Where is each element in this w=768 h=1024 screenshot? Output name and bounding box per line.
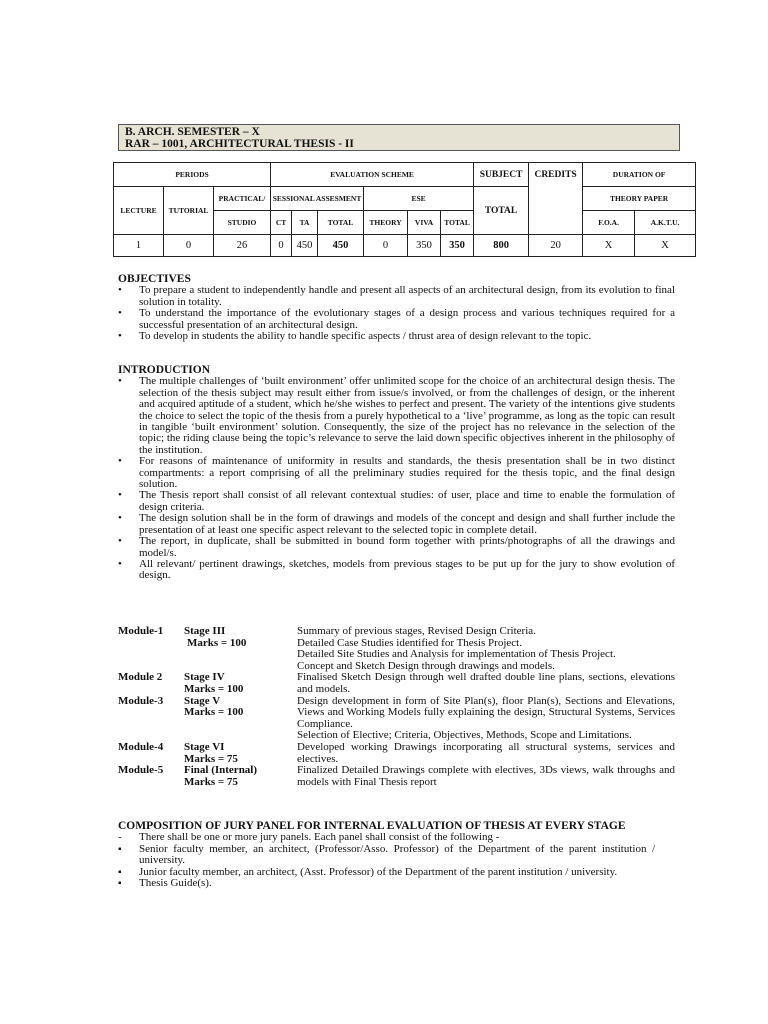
foa-value: X: [583, 235, 635, 257]
module-name: Module-1: [118, 625, 164, 637]
tutorial-header: TUTORIAL: [164, 187, 214, 235]
practical-header: PRACTICAL/: [214, 187, 271, 211]
sessional-header: SESSIONAL ASSESMENT: [271, 187, 364, 211]
jury-item: ▪ Thesis Guide(s).: [118, 878, 655, 889]
module-line: Summary of previous stages, Revised Design Criteria.: [297, 625, 536, 637]
modules-list: [118, 626, 675, 788]
module-description: [297, 742, 675, 765]
ct-value: 0: [271, 235, 292, 257]
module-row: [118, 626, 675, 672]
course-title: RAR – 1001, ARCHITECTURAL THESIS - II: [125, 138, 354, 150]
jury-section: [118, 821, 655, 889]
lecture-header: LECTURE: [114, 187, 164, 235]
jury-item: - There shall be one or more jury panels. Each panel shall consist of the following -: [118, 832, 655, 843]
module-row: [118, 696, 675, 742]
module-stage: [184, 765, 297, 788]
credits-header: CREDITS: [529, 163, 583, 235]
credits-value: 20: [529, 235, 583, 257]
objective-item: • To understand the importance of the evolutionary stages of a design process and various techniques required for a successful presentation of an architectural design.: [118, 308, 675, 331]
module-stage: [184, 742, 297, 765]
aktu-header: A.K.T.U.: [635, 211, 696, 235]
ese-total-header: TOTAL: [441, 211, 474, 235]
objectives-title: OBJECTIVES: [118, 273, 191, 285]
viva-value: 350: [408, 235, 441, 257]
semester-title: B. ARCH. SEMESTER – X: [125, 126, 260, 138]
stage-label: Stage VI: [184, 740, 225, 753]
duration-header-line2: THEORY PAPER: [583, 187, 696, 211]
module-line: Detailed Case Studies identified for Thesis Project.: [297, 636, 522, 649]
ta-header: TA: [292, 211, 318, 235]
introduction-section: [118, 365, 675, 582]
introduction-title: INTRODUCTION: [118, 364, 211, 376]
stage-label: Final (Internal): [184, 764, 258, 777]
subject-total-header: TOTAL: [474, 187, 529, 235]
duration-header-line1: DURATION OF: [583, 163, 696, 187]
stage-label: Stage V: [184, 694, 221, 707]
introduction-item: • The multiple challenges of ‘built environment’ offer unlimited scope for the choice of an architectural design thesis. The selection of the thesis subject may result either from issue/s involved, or from the challenges of design, or the inherent and acquired aptitude of a student, which he/she wishes to perfect and present. The variety of the intentions give students the choice to select the topic of the thesis from a purely hypothetical to a ‘live’ programme, as long as the topic can result in tangible ‘built environment’ solution. Consequently, the size of the project has no relevance in the selection of the topic; the riding clause being the topic’s relevance to serve the laid down specific objectives inherent in the philosophy of the institution.: [118, 376, 675, 456]
subject-header: SUBJECT: [474, 163, 529, 187]
stage-label: Stage IV: [184, 671, 225, 684]
introduction-item: • The Thesis report shall consist of all relevant contextual studies: of user, place and time to enable the formulation of design criteria.: [118, 490, 675, 513]
module-description: [297, 672, 675, 695]
sessional-total-header: TOTAL: [318, 211, 364, 235]
jury-item: ▪ Senior faculty member, an architect, (Professor/Asso. Professor) of the Department of the parent institution / university.: [118, 844, 655, 867]
module-description: [297, 696, 675, 742]
studio-value: 26: [214, 235, 271, 257]
theory-header: THEORY: [364, 211, 408, 235]
lecture-value: 1: [114, 235, 164, 257]
course-header: [118, 124, 680, 151]
module-name: Module-3: [118, 694, 164, 707]
ese-total-value: 350: [441, 235, 474, 257]
studio-header: STUDIO: [214, 211, 271, 235]
stage-label: Stage III: [184, 625, 226, 637]
stage-marks: Marks = 75: [184, 775, 238, 788]
ct-header: CT: [271, 211, 292, 235]
introduction-item: • The report, in duplicate, shall be submitted in bound form together with prints/photographs of all the drawings and model/s.: [118, 536, 675, 559]
module-row: [118, 742, 675, 765]
introduction-item: • For reasons of maintenance of uniformity in results and standards, the thesis presentation shall be in two distinct compartments: a report comprising of all the preliminary studies required for the thesis topic, and the final design solution.: [118, 456, 675, 490]
module-line: Detailed Site Studies and Analysis for implementation of Thesis Project.: [297, 648, 616, 661]
aktu-value: X: [635, 235, 696, 257]
tutorial-value: 0: [164, 235, 214, 257]
jury-item: ▪ Junior faculty member, an architect, (Asst. Professor) of the Department of the parent institution / university.: [118, 867, 655, 878]
sessional-total-value: 450: [318, 235, 364, 257]
foa-header: F.O.A.: [583, 211, 635, 235]
module-line: Finalized Detailed Drawings complete with electives, 3Ds views, walk throughs and models with Final Thesis report: [297, 764, 675, 788]
module-line: Developed working Drawings incorporating all structural systems, services and electives.: [297, 740, 675, 765]
evaluation-scheme-table: [113, 162, 696, 257]
jury-title: COMPOSITION OF JURY PANEL FOR INTERNAL EVALUATION OF THESIS AT EVERY STAGE: [118, 820, 626, 832]
ese-header: ESE: [364, 187, 474, 211]
viva-header: VIVA: [408, 211, 441, 235]
objective-item: • To prepare a student to independently handle and present all aspects of an architectural design, from its evolution to final solution in totality.: [118, 285, 675, 308]
objectives-section: [118, 274, 675, 342]
module-row: [118, 672, 675, 695]
module-line: Finalised Sketch Design through well drafted double line plans, sections, elevations and models.: [297, 671, 675, 695]
module-stage: [184, 696, 297, 742]
module-line: Design development in form of Site Plan(s), floor Plan(s), Sections and Elevations, Views and Working Models fully explaining the design, Structural Systems, Services Compliance.: [297, 694, 675, 730]
module-name: Module-4: [118, 740, 164, 753]
ta-value: 450: [292, 235, 318, 257]
module-description: [297, 765, 675, 788]
module-name: Module 2: [118, 671, 163, 684]
module-name: Module-5: [118, 764, 164, 777]
periods-header: PERIODS: [114, 163, 271, 187]
theory-value: 0: [364, 235, 408, 257]
module-stage: [184, 672, 297, 695]
module-line: Selection of Elective; Criteria, Objectives, Methods, Scope and Limitations.: [297, 729, 632, 742]
stage-marks: Marks = 100: [184, 706, 244, 719]
stage-marks: Marks = 75: [184, 752, 238, 765]
module-line: Concept and Sketch Design through drawings and models.: [297, 659, 555, 672]
module-row: [118, 765, 675, 788]
evaluation-scheme-header: EVALUATION SCHEME: [271, 163, 474, 187]
stage-marks: Marks = 100: [184, 682, 244, 695]
module-description: [297, 626, 675, 672]
introduction-item: • All relevant/ pertinent drawings, sketches, models from previous stages to be put up for the jury to show evolution of design.: [118, 559, 675, 582]
objective-item: • To develop in students the ability to handle specific aspects / thrust area of design relevant to the topic.: [118, 331, 675, 342]
stage-marks: Marks = 100: [187, 636, 247, 649]
introduction-item: • The design solution shall be in the form of drawings and models of the concept and design and shall further include the presentation of at least one specific aspect relevant to the selected topic in complete detail.: [118, 513, 675, 536]
subject-total-value: 800: [474, 235, 529, 257]
module-stage: [184, 626, 297, 672]
